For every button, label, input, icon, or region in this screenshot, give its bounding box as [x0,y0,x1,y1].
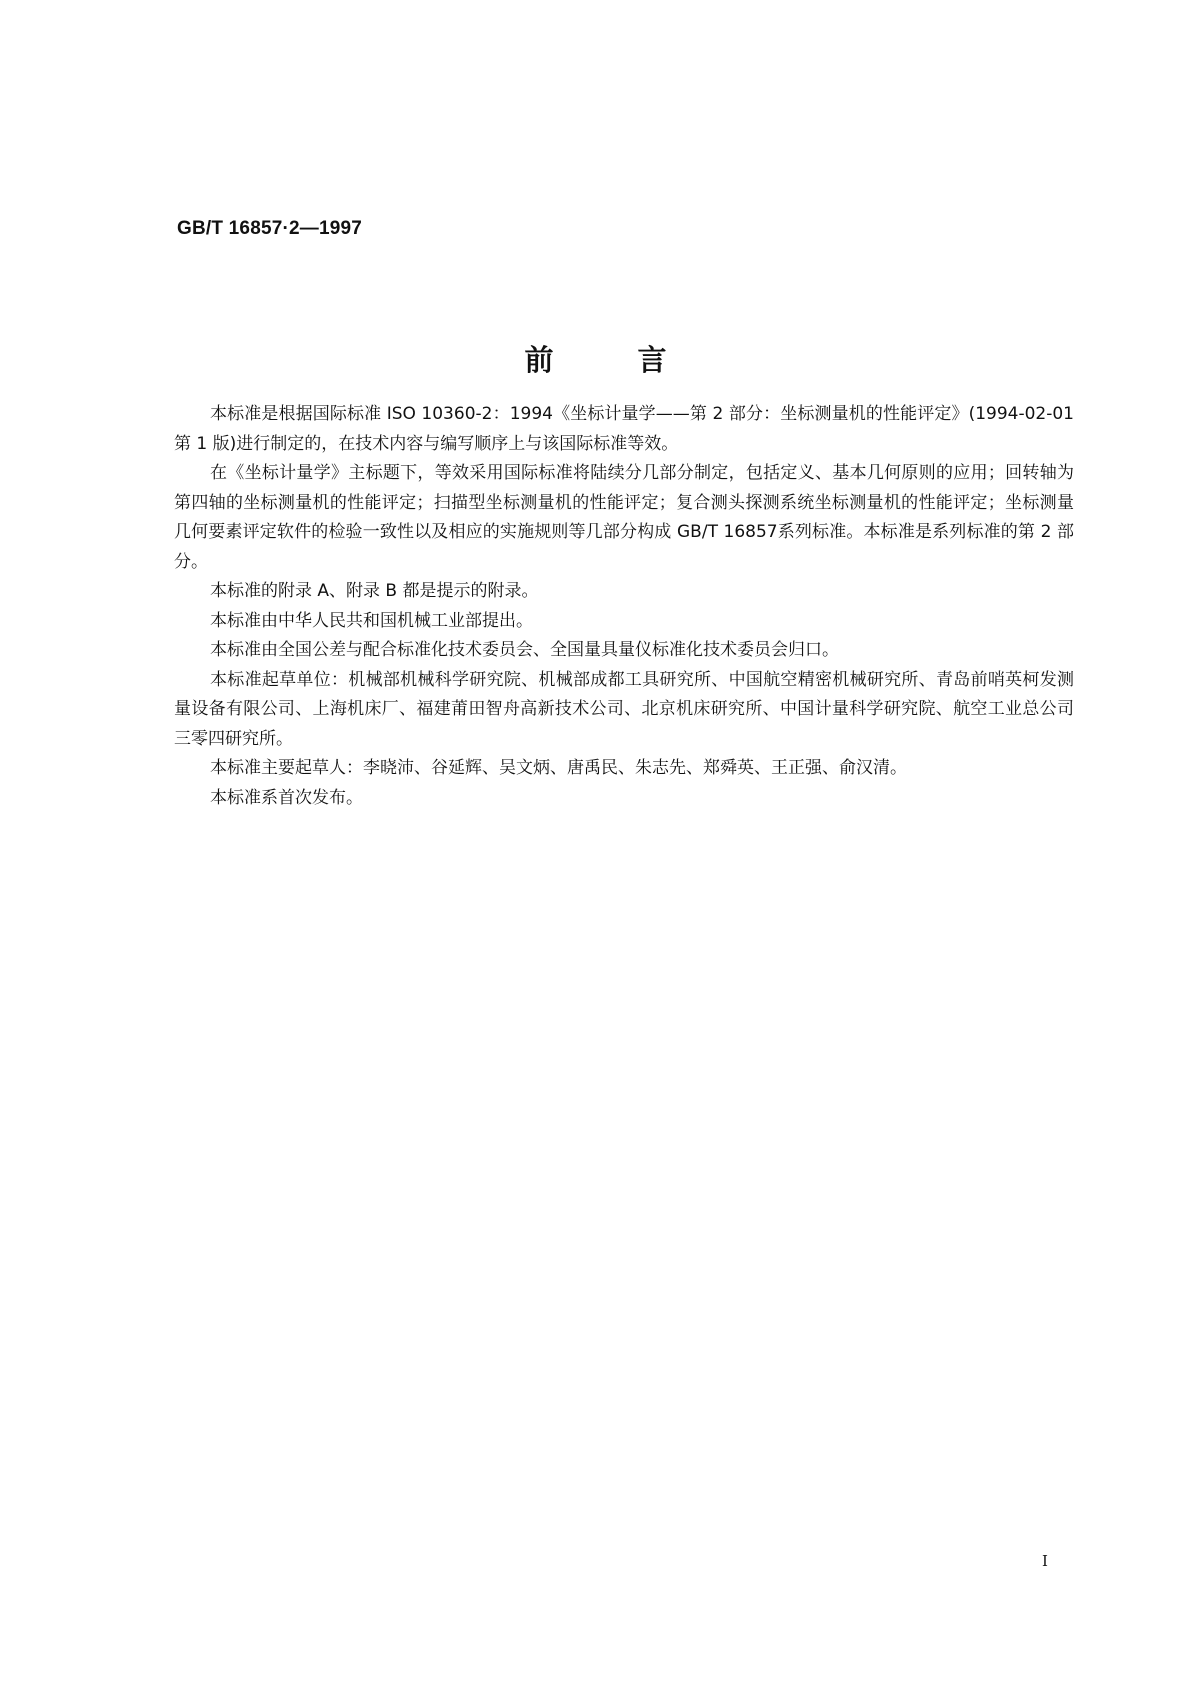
paragraph-drafters: 本标准主要起草人：李晓沛、谷延辉、吴文炳、唐禹民、朱志先、郑舜英、王正强、俞汉清。 [210,758,907,778]
paragraph-proposer: 本标准由中华人民共和国机械工业部提出。 [210,610,533,631]
standard-number: GB/T 16857·2—1997 [177,218,363,239]
page-number: I [1042,1552,1048,1570]
paragraph-drafting-units: 本标准起草单位：机械部机械科学研究院、机械部成都工具研究所、中国航空精密机械研究所、青岛前哨英柯发测量设备有限公司、上海机床厂、福建莆田智舟高新技术公司、北京机床研究所、中国计量科学研究院、航空工业总公司三零四研究所。 [174,669,1074,749]
foreword-body [174,400,1074,813]
paragraph-appendix: 本标准的附录 A、附录 B 都是提示的附录。 [210,581,539,601]
paragraph-series: 在《坐标计量学》主标题下，等效采用国际标准将陆续分几部分制定，包括定义、基本几何原则的应用；回转轴为第四轴的坐标测量机的性能评定；扫描型坐标测量机的性能评定；复合测头探测系统坐标测量机的性能评定；坐标测量几何要素评定软件的检验一致性以及相应的实施规则等几部分构成 GB/T 16857系列标准。本标准是系列标准的第 2 部分。 [174,463,1074,572]
paragraph-first-release: 本标准系首次发布。 [210,787,363,808]
paragraph-basis: 本标准是根据国际标准 ISO 10360-2：1994《坐标计量学——第 2 部分：坐标测量机的性能评定》(1994-02-01 第 1 版)进行制定的，在技术内容与编写顺序上与该国际标准等效。 [174,404,1074,454]
paragraph-committee: 本标准由全国公差与配合标准化技术委员会、全国量具量仪标准化技术委员会归口。 [210,640,839,660]
page-title: 前言 [524,343,751,377]
